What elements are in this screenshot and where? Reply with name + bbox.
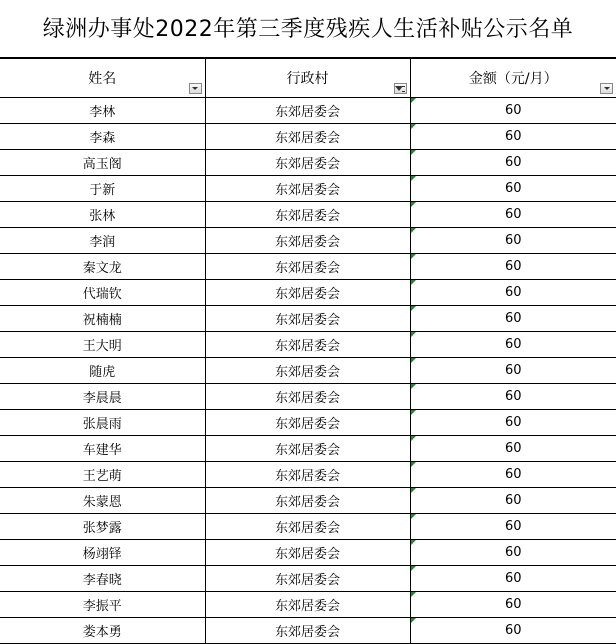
cell-amount-value: 60 xyxy=(504,311,522,326)
cell-amount-value: 60 xyxy=(504,155,522,170)
cell-name[interactable]: 高玉阁 xyxy=(0,150,205,176)
cell-amount[interactable] xyxy=(410,280,616,306)
table-row xyxy=(0,462,616,488)
cell-amount[interactable] xyxy=(410,436,616,462)
cell-amount-value: 60 xyxy=(504,389,522,404)
column-header-amount-label: 金额（元/月） xyxy=(468,71,558,87)
cell-village[interactable]: 东郊居委会 xyxy=(205,332,410,358)
error-indicator-icon xyxy=(411,228,416,233)
cell-amount[interactable] xyxy=(410,176,616,202)
error-indicator-icon xyxy=(411,98,416,103)
cell-amount[interactable] xyxy=(410,462,616,488)
table-row xyxy=(0,566,616,592)
dropdown-arrow-icon xyxy=(192,87,198,90)
cell-amount[interactable] xyxy=(410,488,616,514)
error-indicator-icon xyxy=(411,514,416,519)
cell-amount-value: 60 xyxy=(504,207,522,222)
cell-village[interactable]: 东郊居委会 xyxy=(205,228,410,254)
cell-village[interactable]: 东郊居委会 xyxy=(205,488,410,514)
dropdown-arrow-icon xyxy=(604,87,610,90)
cell-name[interactable]: 于新 xyxy=(0,176,205,202)
cell-amount[interactable] xyxy=(410,306,616,332)
table-row xyxy=(0,150,616,176)
cell-village[interactable]: 东郊居委会 xyxy=(205,592,410,618)
cell-name[interactable]: 祝楠楠 xyxy=(0,306,205,332)
cell-name[interactable]: 张梦露 xyxy=(0,514,205,540)
header-row xyxy=(0,59,616,98)
table-row xyxy=(0,384,616,410)
error-indicator-icon xyxy=(411,124,416,129)
cell-amount-value: 60 xyxy=(504,285,522,300)
error-indicator-icon xyxy=(411,150,416,155)
cell-name[interactable]: 代瑞钦 xyxy=(0,280,205,306)
cell-amount[interactable] xyxy=(410,228,616,254)
cell-amount[interactable] xyxy=(410,514,616,540)
cell-amount-value: 60 xyxy=(504,129,522,144)
cell-amount[interactable] xyxy=(410,124,616,150)
cell-village[interactable]: 东郊居委会 xyxy=(205,254,410,280)
table-row xyxy=(0,514,616,540)
cell-village[interactable]: 东郊居委会 xyxy=(205,202,410,228)
cell-amount[interactable] xyxy=(410,618,616,644)
cell-village[interactable]: 东郊居委会 xyxy=(205,540,410,566)
cell-name[interactable]: 车建华 xyxy=(0,436,205,462)
error-indicator-icon xyxy=(411,540,416,545)
cell-village[interactable]: 东郊居委会 xyxy=(205,384,410,410)
table-row xyxy=(0,202,616,228)
cell-amount[interactable] xyxy=(410,254,616,280)
error-indicator-icon xyxy=(411,462,416,467)
cell-amount-value: 60 xyxy=(504,363,522,378)
cell-amount-value: 60 xyxy=(504,493,522,508)
cell-name[interactable]: 李振平 xyxy=(0,592,205,618)
error-indicator-icon xyxy=(411,618,416,623)
cell-village[interactable]: 东郊居委会 xyxy=(205,150,410,176)
cell-amount-value: 60 xyxy=(504,181,522,196)
cell-amount[interactable] xyxy=(410,202,616,228)
cell-amount-value: 60 xyxy=(504,337,522,352)
amount-filter-button[interactable] xyxy=(600,83,613,94)
cell-amount-value: 60 xyxy=(504,571,522,586)
cell-amount[interactable] xyxy=(410,150,616,176)
column-header-amount[interactable] xyxy=(410,59,616,98)
table-row xyxy=(0,436,616,462)
cell-village[interactable]: 东郊居委会 xyxy=(205,98,410,124)
cell-village[interactable]: 东郊居委会 xyxy=(205,618,410,644)
error-indicator-icon xyxy=(411,176,416,181)
sort-lines-icon xyxy=(402,86,405,92)
error-indicator-icon xyxy=(411,254,416,259)
table-row xyxy=(0,488,616,514)
table-row xyxy=(0,592,616,618)
cell-name[interactable]: 王大明 xyxy=(0,332,205,358)
table-row xyxy=(0,358,616,384)
cell-name[interactable]: 随虎 xyxy=(0,358,205,384)
cell-name[interactable]: 李林 xyxy=(0,98,205,124)
error-indicator-icon xyxy=(411,566,416,571)
table-row xyxy=(0,254,616,280)
cell-name[interactable]: 李森 xyxy=(0,124,205,150)
column-header-village-label: 行政村 xyxy=(286,71,329,87)
error-indicator-icon xyxy=(411,358,416,363)
error-indicator-icon xyxy=(411,306,416,311)
page-title: 绿洲办事处2022年第三季度残疾人生活补贴公示名单 xyxy=(0,0,616,58)
cell-village[interactable]: 东郊居委会 xyxy=(205,124,410,150)
column-header-name[interactable] xyxy=(0,59,205,98)
cell-name[interactable]: 杨翊铎 xyxy=(0,540,205,566)
cell-name[interactable]: 李晨晨 xyxy=(0,384,205,410)
cell-amount[interactable] xyxy=(410,98,616,124)
cell-amount-value: 60 xyxy=(504,103,522,118)
cell-village[interactable]: 东郊居委会 xyxy=(205,306,410,332)
error-indicator-icon xyxy=(411,332,416,337)
cell-village[interactable]: 东郊居委会 xyxy=(205,410,410,436)
table-row xyxy=(0,176,616,202)
cell-amount-value: 60 xyxy=(504,467,522,482)
error-indicator-icon xyxy=(411,592,416,597)
cell-name[interactable]: 娄本勇 xyxy=(0,618,205,644)
column-header-village[interactable] xyxy=(205,59,410,98)
cell-name[interactable]: 朱蒙恩 xyxy=(0,488,205,514)
error-indicator-icon xyxy=(411,410,416,415)
cell-amount[interactable] xyxy=(410,384,616,410)
cell-amount-value: 60 xyxy=(504,233,522,248)
table-row xyxy=(0,124,616,150)
cell-amount-value: 60 xyxy=(504,415,522,430)
table-row xyxy=(0,332,616,358)
error-indicator-icon xyxy=(411,488,416,493)
error-indicator-icon xyxy=(411,280,416,285)
cell-amount-value: 60 xyxy=(504,597,522,612)
cell-amount[interactable] xyxy=(410,592,616,618)
error-indicator-icon xyxy=(411,202,416,207)
cell-village[interactable]: 东郊居委会 xyxy=(205,280,410,306)
table-row xyxy=(0,618,616,644)
table-row xyxy=(0,98,616,124)
cell-name[interactable]: 秦文龙 xyxy=(0,254,205,280)
cell-village[interactable]: 东郊居委会 xyxy=(205,566,410,592)
table-row xyxy=(0,410,616,436)
table-row xyxy=(0,228,616,254)
cell-village[interactable]: 东郊居委会 xyxy=(205,436,410,462)
cell-amount[interactable] xyxy=(410,540,616,566)
cell-name[interactable]: 张林 xyxy=(0,202,205,228)
cell-village[interactable]: 东郊居委会 xyxy=(205,514,410,540)
cell-amount-value: 60 xyxy=(504,519,522,534)
subsidy-table xyxy=(0,58,616,644)
cell-amount[interactable] xyxy=(410,358,616,384)
error-indicator-icon xyxy=(411,436,416,441)
cell-amount-value: 60 xyxy=(504,259,522,274)
name-filter-button[interactable] xyxy=(189,83,202,94)
cell-amount-value: 60 xyxy=(504,441,522,456)
cell-name[interactable]: 张晨雨 xyxy=(0,410,205,436)
table-row xyxy=(0,306,616,332)
cell-amount[interactable] xyxy=(410,410,616,436)
column-header-name-label: 姓名 xyxy=(88,71,117,87)
cell-amount[interactable] xyxy=(410,332,616,358)
cell-amount-value: 60 xyxy=(504,623,522,638)
village-filter-button[interactable] xyxy=(394,83,407,94)
cell-name[interactable]: 李春晓 xyxy=(0,566,205,592)
cell-village[interactable]: 东郊居委会 xyxy=(205,358,410,384)
cell-amount[interactable] xyxy=(410,566,616,592)
cell-village[interactable]: 东郊居委会 xyxy=(205,176,410,202)
error-indicator-icon xyxy=(411,384,416,389)
table-row xyxy=(0,280,616,306)
table-row xyxy=(0,540,616,566)
cell-village[interactable]: 东郊居委会 xyxy=(205,462,410,488)
cell-name[interactable]: 王艺萌 xyxy=(0,462,205,488)
cell-name[interactable]: 李润 xyxy=(0,228,205,254)
cell-amount-value: 60 xyxy=(504,545,522,560)
